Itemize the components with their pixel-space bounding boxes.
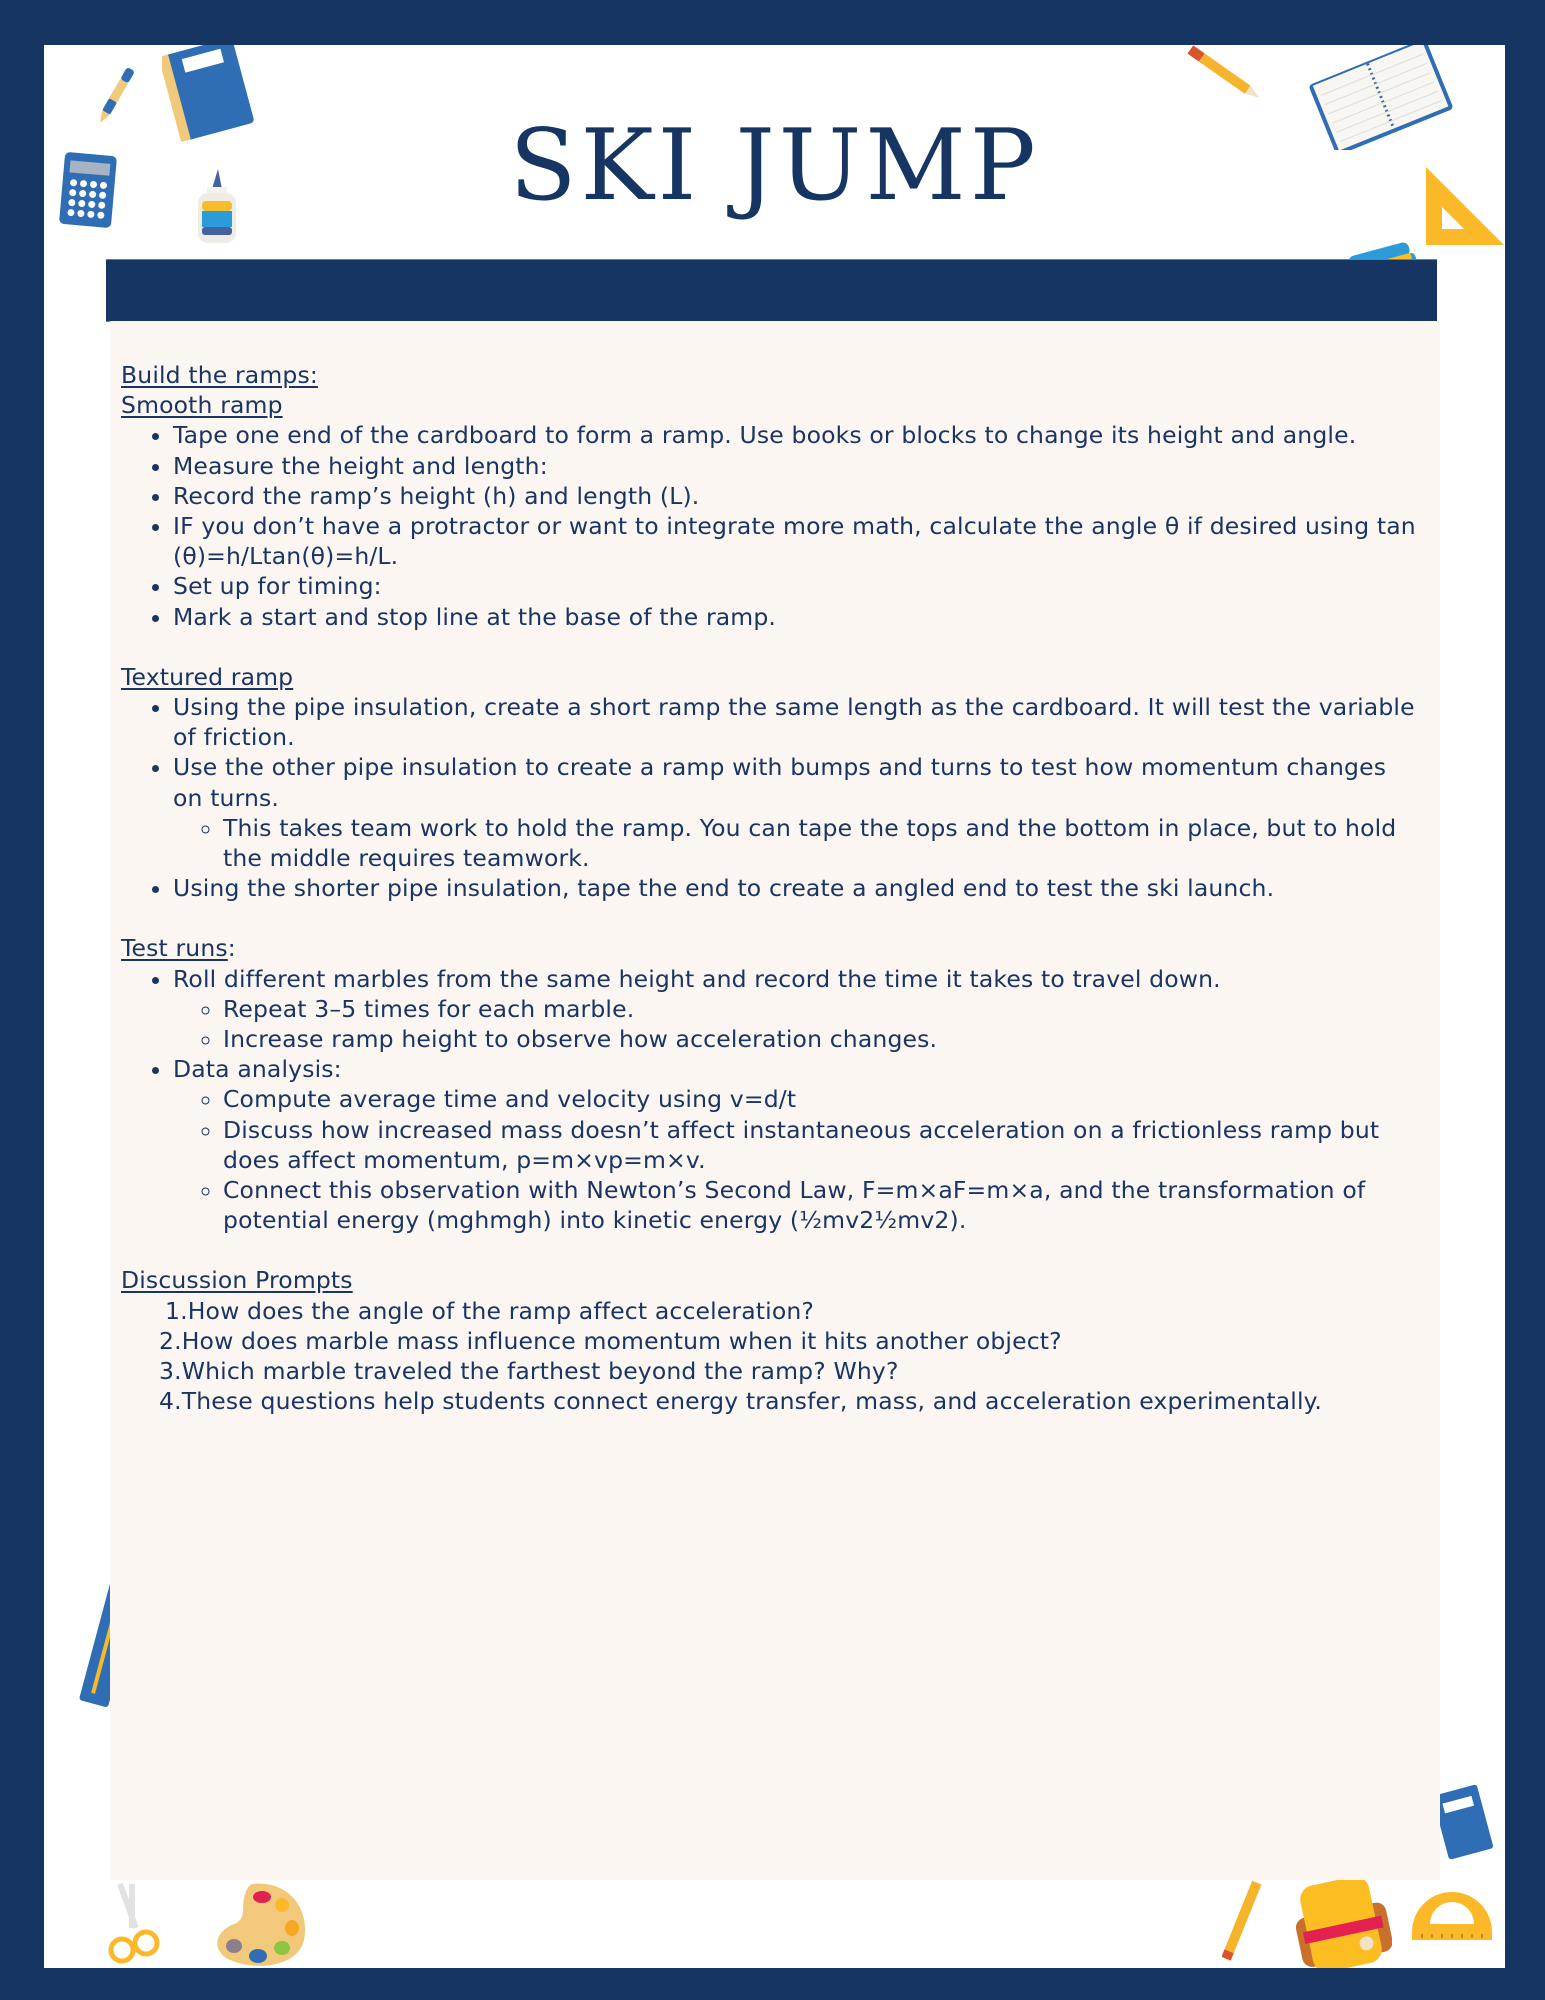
discussion-prompt: 2.How does marble mass influence momentum when it hits another object?	[159, 1326, 1062, 1355]
pencil-icon	[1180, 45, 1270, 105]
list-item: • IF you don’t have a protractor or want to integrate more math, calculate the angle θ if desired using tan (θ)=h/Ltan(θ)=h/L.	[173, 511, 1421, 571]
list-item: • Measure the height and length:	[173, 451, 1421, 481]
list-item: • Tape one end of the cardboard to form a ramp. Use books or blocks to change its height and angle.	[173, 420, 1421, 450]
protractor-icon	[1410, 1890, 1494, 1942]
sub-list	[173, 1084, 1421, 1235]
sub-list	[173, 813, 1421, 873]
page-title: SKI JUMP	[509, 109, 1040, 223]
instructions-body	[121, 360, 1421, 1417]
sub-list-item: ◦ This takes team work to hold the ramp. You can tape the tops and the bottom in place, but to hold the middle requires teamwork.	[223, 813, 1421, 873]
sub-list	[173, 994, 1421, 1054]
paint-palette-icon	[212, 1880, 310, 1972]
sub-list-item: ◦ Increase ramp height to observe how acceleration changes.	[223, 1024, 1421, 1054]
list-item: • Using the shorter pipe insulation, tape the end to create a angled end to test the ski launch.	[173, 873, 1421, 903]
section-heading-test-runs	[121, 933, 1421, 963]
sub-list-item: ◦ Compute average time and velocity using v=d/t	[223, 1084, 1421, 1114]
list-item	[173, 752, 1421, 873]
smooth-ramp-list	[121, 420, 1421, 631]
list-item-text: Roll different marbles from the same height and record the time it takes to travel down.	[173, 964, 1221, 993]
subsection-heading-smooth-ramp: Smooth ramp	[121, 391, 283, 420]
spacer	[121, 1235, 1421, 1265]
subsection-heading-textured-ramp: Textured ramp	[121, 662, 294, 691]
list-item: • Record the ramp’s height (h) and length (L).	[173, 481, 1421, 511]
discussion-prompts-list	[121, 1296, 1421, 1417]
list-item-text: Use the other pipe insulation to create a ramp with bumps and turns to test how momentum changes on turns.	[173, 753, 1387, 812]
spacer	[121, 632, 1421, 662]
scissors-icon	[100, 1880, 170, 1965]
spacer	[121, 903, 1421, 933]
discussion-prompt: 4.These questions help students connect energy transfer, mass, and acceleration experimentally.	[159, 1387, 1322, 1416]
test-runs-list	[121, 964, 1421, 1236]
discussion-prompt: 3.Which marble traveled the farthest beyond the ramp? Why?	[159, 1357, 899, 1386]
section-heading-discussion: Discussion Prompts	[121, 1266, 353, 1295]
list-item-text: Data analysis:	[173, 1055, 342, 1084]
test-runs-heading-text: Test runs	[121, 934, 228, 963]
list-item	[173, 964, 1421, 1055]
sub-list-item: ◦ Connect this observation with Newton’s Second Law, F=m×aF=m×a, and the transformation of potential energy (mghmgh) into kinetic energy (½mv2½mv2).	[223, 1175, 1421, 1235]
sub-list-item: ◦ Discuss how increased mass doesn’t affect instantaneous acceleration on a frictionless ramp but does affect momentum, p=m×vp=m×v.	[223, 1115, 1421, 1175]
textured-ramp-list	[121, 692, 1421, 903]
sub-list-item: ◦ Repeat 3–5 times for each marble.	[223, 994, 1421, 1024]
list-item: • Mark a start and stop line at the base of the ramp.	[173, 602, 1421, 632]
list-item: • Set up for timing:	[173, 571, 1421, 601]
backpack-icon	[1292, 1880, 1392, 1968]
header-bar	[106, 259, 1437, 322]
section-heading-build: Build the ramps:	[121, 361, 318, 389]
test-runs-heading-colon: :	[227, 934, 236, 963]
book-icon	[1434, 1785, 1494, 1875]
discussion-prompt: 1.How does the angle of the ramp affect acceleration?	[165, 1296, 815, 1325]
pencil-icon	[1222, 1880, 1262, 1965]
list-item	[173, 1054, 1421, 1235]
list-item: • Using the pipe insulation, create a short ramp the same length as the cardboard. It will test the variable of friction.	[173, 692, 1421, 752]
